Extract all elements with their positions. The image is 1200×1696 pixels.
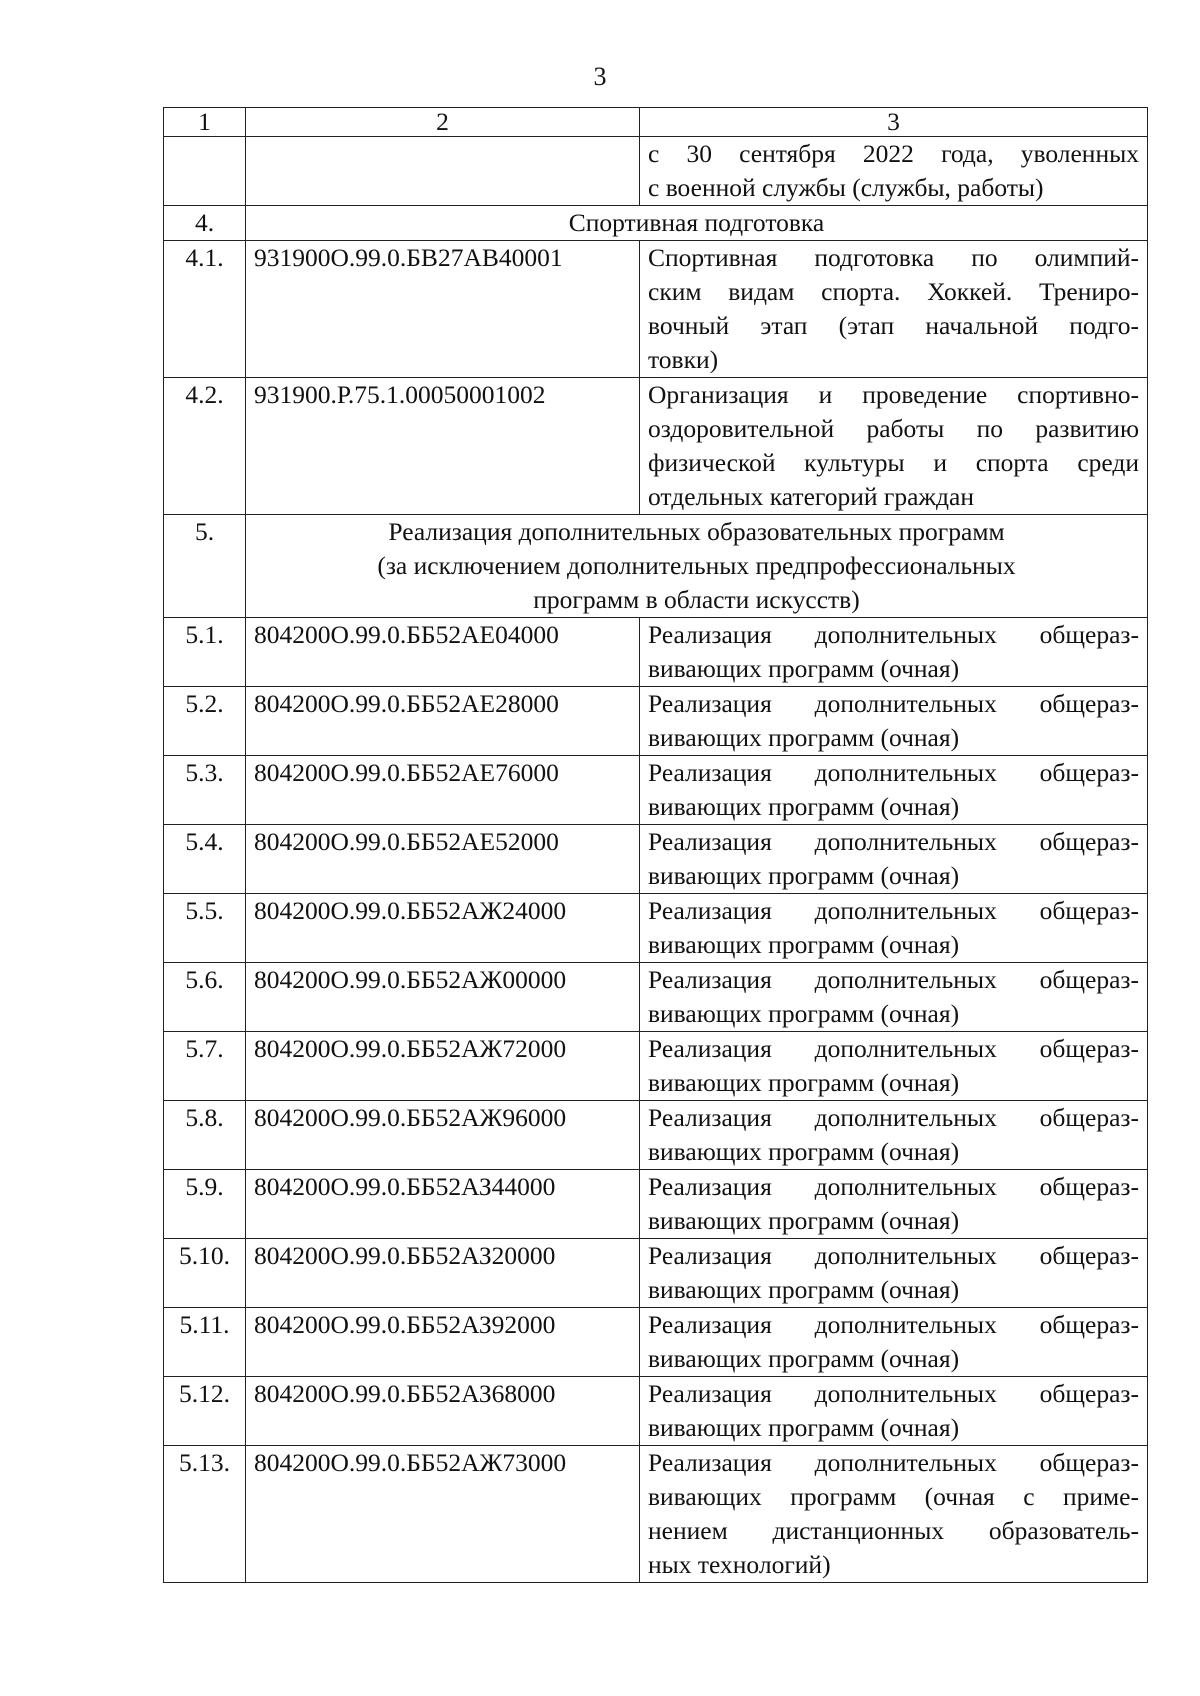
description-line: вивающих программ (очная): [648, 1413, 960, 1442]
service-description: [640, 1170, 1148, 1239]
table-row: [164, 1446, 1148, 1583]
description-line: Организация и проведение спортивно-: [648, 380, 1139, 409]
continuation-line: с 30 сентября 2022 года, уволенных: [648, 139, 1139, 168]
table-row: [164, 1032, 1148, 1101]
table-row: [164, 618, 1148, 687]
description-line: Реализация дополнительных общераз-: [648, 827, 1139, 856]
description-line: нением дистанционных образователь-: [648, 1516, 1139, 1545]
description-line: Реализация дополнительных общераз-: [648, 1310, 1139, 1339]
header-cell-3: 3: [640, 108, 1148, 137]
table-row: [164, 894, 1148, 963]
table-row: [164, 687, 1148, 756]
row-number: 5.2.: [164, 687, 246, 756]
table-row: [164, 1170, 1148, 1239]
description-line: Реализация дополнительных общераз-: [648, 1448, 1139, 1477]
description-line: Реализация дополнительных общераз-: [648, 689, 1139, 718]
row-number: 5.13.: [164, 1446, 246, 1583]
description-line: Реализация дополнительных общераз-: [648, 1172, 1139, 1201]
section-title-line: программ в области искусств): [533, 585, 860, 614]
description-line: Реализация дополнительных общераз-: [648, 1103, 1139, 1132]
service-code: 804200О.99.0.ББ52АЕ52000: [246, 825, 640, 894]
continuation-desc-cell: [640, 137, 1148, 206]
section-title-line: Спортивная подготовка: [568, 208, 825, 237]
service-description: [640, 378, 1148, 515]
continuation-row: [164, 137, 1148, 206]
description-line: вивающих программ (очная): [648, 792, 960, 821]
service-description: [640, 1377, 1148, 1446]
row-number: 4.2.: [164, 378, 246, 515]
service-code: 804200О.99.0.ББ52АЗ92000: [246, 1308, 640, 1377]
section-row: [164, 206, 1148, 241]
table-row: [164, 1377, 1148, 1446]
description-line: Реализация дополнительных общераз-: [648, 1034, 1139, 1063]
section-title-line: (за исключением дополнительных предпрофессиональных: [377, 551, 1016, 580]
description-line: Реализация дополнительных общераз-: [648, 1241, 1139, 1270]
service-code: 804200О.99.0.ББ52АЖ73000: [246, 1446, 640, 1583]
service-code: 804200О.99.0.ББ52АЗ44000: [246, 1170, 640, 1239]
service-description: [640, 1239, 1148, 1308]
section-number: 4.: [164, 206, 246, 241]
description-line: вивающих программ (очная): [648, 1344, 960, 1373]
table-row: [164, 241, 1148, 378]
description-line: вивающих программ (очная): [648, 930, 960, 959]
section-row: [164, 515, 1148, 618]
service-code: 804200О.99.0.ББ52АЖ72000: [246, 1032, 640, 1101]
description-line: физической культуры и спорта среди: [648, 448, 1139, 477]
service-description: [640, 756, 1148, 825]
service-code: 804200О.99.0.ББ52АЕ04000: [246, 618, 640, 687]
service-code: 804200О.99.0.ББ52АЗ68000: [246, 1377, 640, 1446]
service-code: 804200О.99.0.ББ52АЖ00000: [246, 963, 640, 1032]
service-description: [640, 1308, 1148, 1377]
section-number: 5.: [164, 515, 246, 618]
header-cell-2: 2: [246, 108, 640, 137]
service-description: [640, 963, 1148, 1032]
table-body: [164, 108, 1148, 1583]
description-line: Реализация дополнительных общераз-: [648, 1379, 1139, 1408]
services-table: [163, 107, 1148, 1583]
service-code: 804200О.99.0.ББ52АЕ28000: [246, 687, 640, 756]
description-line: Реализация дополнительных общераз-: [648, 620, 1139, 649]
table-row: [164, 1239, 1148, 1308]
table-row: [164, 378, 1148, 515]
description-line: вивающих программ (очная): [648, 723, 960, 752]
description-line: Реализация дополнительных общераз-: [648, 758, 1139, 787]
section-title: [246, 515, 1148, 618]
continuation-num-cell: [164, 137, 246, 206]
row-number: 4.1.: [164, 241, 246, 378]
service-description: [640, 241, 1148, 378]
continuation-line: с военной службы (службы, работы): [648, 173, 1044, 202]
row-number: 5.8.: [164, 1101, 246, 1170]
header-cell-1: 1: [164, 108, 246, 137]
section-title-line: Реализация дополнительных образовательных программ: [388, 517, 1005, 546]
description-line: вивающих программ (очная): [648, 861, 960, 890]
description-line: вивающих программ (очная): [648, 1275, 960, 1304]
row-number: 5.1.: [164, 618, 246, 687]
row-number: 5.10.: [164, 1239, 246, 1308]
description-line: Реализация дополнительных общераз-: [648, 965, 1139, 994]
row-number: 5.4.: [164, 825, 246, 894]
description-line: вивающих программ (очная с приме-: [648, 1482, 1139, 1511]
service-code: 931900.Р.75.1.00050001002: [246, 378, 640, 515]
service-description: [640, 687, 1148, 756]
service-code: 804200О.99.0.ББ52АЖ24000: [246, 894, 640, 963]
row-number: 5.3.: [164, 756, 246, 825]
description-line: вивающих программ (очная): [648, 999, 960, 1028]
service-description: [640, 1101, 1148, 1170]
page-number: 3: [593, 62, 607, 91]
continuation-code-cell: [246, 137, 640, 206]
description-line: вивающих программ (очная): [648, 1068, 960, 1097]
description-line: Реализация дополнительных общераз-: [648, 896, 1139, 925]
description-line: Спортивная подготовка по олимпий-: [648, 243, 1139, 272]
table-row: [164, 1308, 1148, 1377]
service-description: [640, 618, 1148, 687]
service-description: [640, 894, 1148, 963]
service-description: [640, 1446, 1148, 1583]
table-row: [164, 825, 1148, 894]
description-line: отдельных категорий граждан: [648, 482, 974, 511]
row-number: 5.6.: [164, 963, 246, 1032]
service-code: 804200О.99.0.ББ52АЕ76000: [246, 756, 640, 825]
description-line: вивающих программ (очная): [648, 1137, 960, 1166]
description-line: вивающих программ (очная): [648, 654, 960, 683]
table-row: [164, 963, 1148, 1032]
header-row: [164, 108, 1148, 137]
section-title: [246, 206, 1148, 241]
table-row: [164, 756, 1148, 825]
row-number: 5.7.: [164, 1032, 246, 1101]
service-code: 804200О.99.0.ББ52АЖ96000: [246, 1101, 640, 1170]
description-line: ных технологий): [648, 1550, 831, 1579]
table-row: [164, 1101, 1148, 1170]
description-line: вивающих программ (очная): [648, 1206, 960, 1235]
service-description: [640, 1032, 1148, 1101]
row-number: 5.12.: [164, 1377, 246, 1446]
description-line: товки): [648, 345, 719, 374]
service-description: [640, 825, 1148, 894]
row-number: 5.9.: [164, 1170, 246, 1239]
service-code: 931900О.99.0.БВ27АВ40001: [246, 241, 640, 378]
description-line: вочный этап (этап начальной подго-: [648, 311, 1139, 340]
row-number: 5.11.: [164, 1308, 246, 1377]
row-number: 5.5.: [164, 894, 246, 963]
service-code: 804200О.99.0.ББ52АЗ20000: [246, 1239, 640, 1308]
description-line: ским видам спорта. Хоккей. Трениро-: [648, 277, 1139, 306]
description-line: оздоровительной работы по развитию: [648, 414, 1139, 443]
